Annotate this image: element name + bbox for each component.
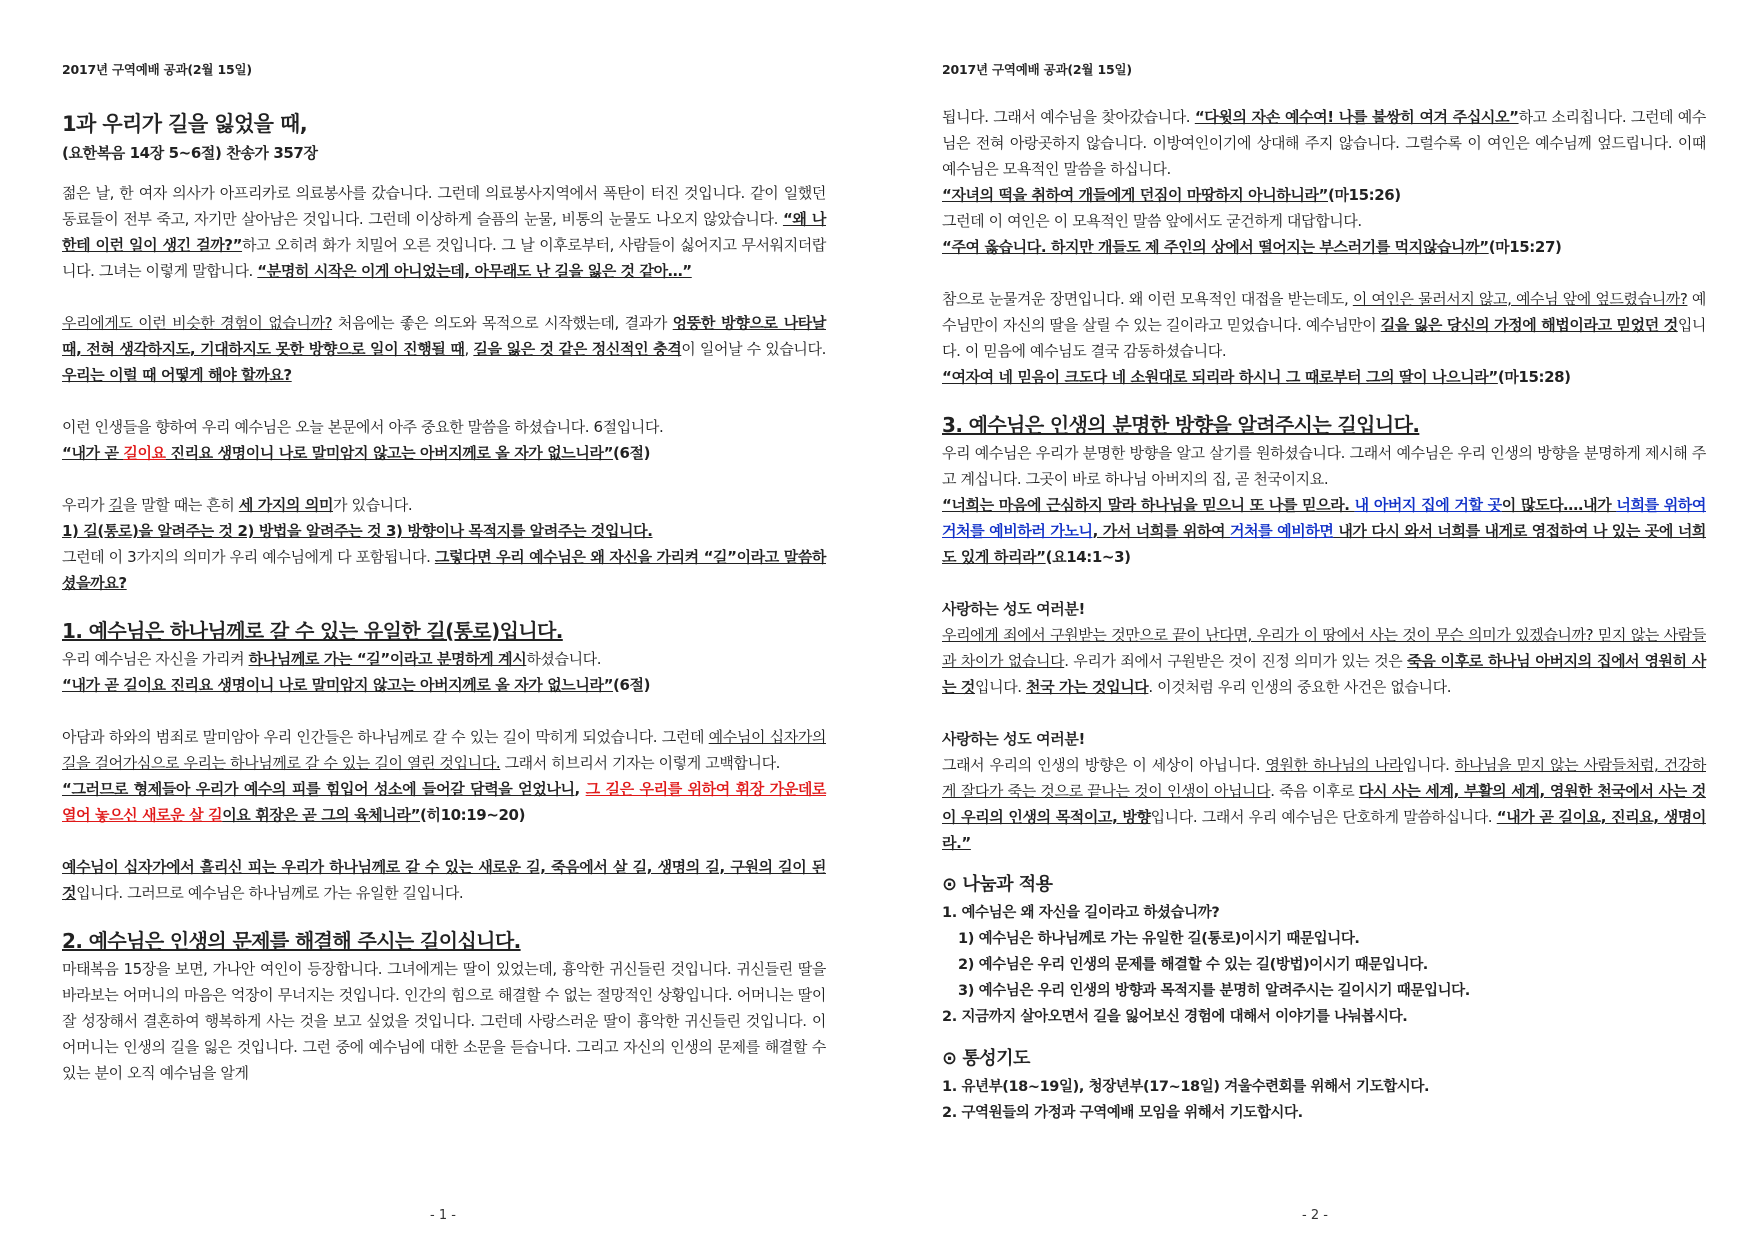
paragraph: 우리 예수님은 우리가 분명한 방향을 알고 살기를 원하셨습니다. 그래서 예수님은 우리 인생의 방향을 분명하게 제시해 주고 계십니다. 그곳이 바로 하나님 아버지의 집, 곧 천국이지요. [942,444,1706,488]
paragraph: 마태복음 15장을 보면, 가나안 여인이 등장합니다. 그녀에게는 딸이 있었는데, 흉악한 귀신들린 것입니다. 귀신들린 딸을 바라보는 어머니의 마음은 억장이 무너지는 것입니다. 인간의 힘으로 해결할 수 없는 절망적인 상황입니다. 어머니는 딸이 잘 성장해서 결혼하여 행복하게 사는 것을 보고 싶었을 것입니다. 그런데 사랑스러운 딸이 흉악한 귀신들린 것입니다. 이 어머니는 인생의 길을 잃은 것입니다. 그런 중에 예수님에 대한 소문을 듣습니다. 그리고 자신의 인생의 문제를 해결할 수 있는 분이 오직 예수님을 알게 [62,960,826,1082]
list-item: 1) 예수님은 하나님께로 가는 유일한 길(통로)이시기 때문입니다. [958,931,1360,947]
paragraph: 젊은 날, 한 여자 의사가 아프리카로 의료봉사를 갔습니다. 그런데 의료봉사지역에서 폭탄이 터진 것입니다. 같이 일했던 동료들이 전부 죽고, 자기만 살아남은 것입니다. 그런데 이상하게 슬픔의 눈물, 비통의 눈물도 나오지 않았습니다. “왜 나한테 이런 일이 생긴 걸까?”하고 오히려 화가 치밀어 오른 것입니다. 그 날 이후로부터, 사람들이 싫어지고 무서워지더랍니다. 그녀는 이렇게 말합니다. “분명히 시작은 이게 아니었는데, 아무래도 난 길을 잃은 것 같아…” [62,184,826,280]
paragraph: 우리 예수님은 자신을 가리켜 하나님께로 가는 “길”이라고 분명하게 계시하셨습니다. [62,650,602,668]
paragraph: 이런 인생들을 향하여 우리 예수님은 오늘 본문에서 아주 중요한 말씀을 하셨습니다. 6절입니다. [62,418,664,436]
scripture-quote: “그러므로 형제들아 우리가 예수의 피를 힘입어 성소에 들어갈 담력을 얻었나니, 그 길은 우리를 위하여 휘장 가운데로 열어 놓으신 새로운 살 길이요 휘장은 곧 그의 육체니라”(히10:19~20) [62,780,827,824]
list-item: 2. 지금까지 살아오면서 길을 잃어보신 경험에 대해서 이야기를 나눠봅시다. [942,1009,1408,1025]
paragraph: 그래서 우리의 인생의 방향은 이 세상이 아닙니다. 영원한 하나님의 나라입니다. 하나님을 믿지 않는 사람들처럼, 건강하게 잘다가 죽는 것으로 끝나는 것이 인생이 아닙니다. 죽음 이후로 다시 사는 세계, 부활의 세계, 영원한 천국에서 사는 것이 우리의 인생의 목적이고, 방향입니다. 그래서 우리 예수님은 단호하게 말씀하십니다. “내가 곧 길이요, 진리요, 생명이라.” [942,756,1706,852]
share-list [942,900,1706,1030]
page-1-body [62,108,826,1086]
paragraph: 그런데 이 여인은 이 모욕적인 말씀 앞에서도 굳건하게 대답합니다. [942,212,1362,230]
scripture-quote: “내가 곧 길이요 진리요 생명이니 나로 말미암지 않고는 아버지께로 올 자가 없느니라”(6절) [62,444,651,462]
scripture-quote: “자녀의 떡을 취하여 개들에게 던짐이 마땅하지 아니하니라”(마15:26) [942,186,1401,204]
page-number: - 1 - [430,1208,456,1223]
paragraph: 아담과 하와의 범죄로 말미암아 우리 인간들은 하나님께로 갈 수 있는 길이 막히게 되었습니다. 그런데 예수님이 십자가의 길을 걸어가심으로 우리는 하나님께로 갈 수 있는 길이 열린 것입니다. 그래서 히브리서 기자는 이렇게 고백합니다. [62,728,827,772]
page-header: 2017년 구역예배 공과(2월 15일) [942,62,1132,77]
list-item: 2) 예수님은 우리 인생의 문제를 해결할 수 있는 길(방법)이시기 때문입니다. [958,957,1428,973]
prayer-list [942,1074,1706,1126]
prayer-heading: ⊙ 통성기도 [942,1048,1030,1069]
paragraph: 1) 길(통로)을 알려주는 것 2) 방법을 알려주는 것 3) 방향이나 목적지를 알려주는 것입니다. [62,522,653,540]
list-item: 1. 유년부(18~19일), 청장년부(17~18일) 겨울수련회를 위해서 기도합시다. [942,1079,1430,1095]
section-heading-1: 1. 예수님은 하나님께로 갈 수 있는 유일한 길(통로)입니다. [62,619,563,643]
share-heading: ⊙ 나눔과 적용 [942,874,1053,895]
paragraph: 우리가 길을 말할 때는 흔히 세 가지의 의미가 있습니다. [62,496,413,514]
lesson-subtitle: (요한복음 14장 5~6절) 찬송가 357장 [62,144,318,162]
list-item: 3) 예수님은 우리 인생의 방향과 목적지를 분명히 알려주시는 길이시기 때문입니다. [958,983,1470,999]
section-subtitle: 사랑하는 성도 여러분! [942,600,1085,618]
section-subtitle: 사랑하는 성도 여러분! [942,730,1085,748]
scripture-quote: “너희는 마음에 근심하지 말라 하나님을 믿으니 또 나를 믿으라. 내 아버지 집에 거할 곳이 많도다….내가 너희를 위하여 거처를 예비하러 가노니, 가서 너희를 위하여 거처를 예비하면 내가 다시 와서 너희를 내게로 영접하여 나 있는 곳에 너희도 있게 하리라”(요14:1~3) [942,496,1707,566]
list-item: 2. 구역원들의 가정과 구역예배 모임을 위해서 기도합시다. [942,1105,1303,1121]
page-2-body [942,104,1706,1126]
paragraph: 그런데 이 3가지의 의미가 우리 예수님에게 다 포함됩니다. 그렇다면 우리 예수님은 왜 자신을 가리켜 “길”이라고 말씀하셨을까요? [62,548,827,592]
paragraph: 우리에게도 이런 비슷한 경험이 없습니까? 처음에는 좋은 의도와 목적으로 시작했는데, 결과가 엉뚱한 방향으로 나타날 때, 전혀 생각하지도, 기대하지도 못한 방향으로 일이 진행될 때, 길을 잃은 것 같은 정신적인 충격이 일어날 수 있습니다. 우리는 이럴 때 어떻게 해야 할까요? [62,314,826,384]
section-heading-3: 3. 예수님은 인생의 분명한 방향을 알려주시는 길입니다. [942,413,1420,437]
page-1 [62,0,826,1240]
list-item: 1. 예수님은 왜 자신을 길이라고 하셨습니까? [942,905,1220,921]
scripture-quote: “내가 곧 길이요 진리요 생명이니 나로 말미암지 않고는 아버지께로 올 자가 없느니라”(6절) [62,676,651,694]
scripture-quote: “여자여 네 믿음이 크도다 네 소원대로 되리라 하시니 그 때로부터 그의 딸이 나으니라”(마15:28) [942,368,1571,386]
paragraph: 됩니다. 그래서 예수님을 찾아갔습니다. “다윗의 자손 예수여! 나를 불쌍히 여겨 주십시오”하고 소리칩니다. 그런데 예수님은 전혀 아랑곳하지 않습니다. 이방여인이기에 상대해 주지 않습니다. 그럴수록 이 여인은 예수님께 엎드립니다. 이때 예수님은 모욕적인 말씀을 하십니다. [942,108,1706,178]
scripture-quote: “주여 옳습니다. 하지만 개들도 제 주인의 상에서 떨어지는 부스러기를 먹지않습니까”(마15:27) [942,238,1562,256]
section-heading-2: 2. 예수님은 인생의 문제를 해결해 주시는 길이십니다. [62,929,521,953]
paragraph: 참으로 눈물겨운 장면입니다. 왜 이런 모욕적인 대접을 받는데도, 이 여인은 물러서지 않고, 예수님 앞에 엎드렸습니까? 예수님만이 자신의 딸을 살릴 수 있는 길이라고 믿었습니다. 예수님만이 길을 잃은 당신의 가정에 해법이라고 믿었던 것입니다. 이 믿음에 예수님도 결국 감동하셨습니다. [942,290,1706,360]
paragraph: 예수님이 십자가에서 흘리신 피는 우리가 하나님께로 갈 수 있는 새로운 길, 죽음에서 살 길, 생명의 길, 구원의 길이 된 것입니다. 그러므로 예수님은 하나님께로 가는 유일한 길입니다. [62,858,826,902]
page-number: - 2 - [1302,1208,1328,1223]
page-2 [942,0,1706,1240]
page-header: 2017년 구역예배 공과(2월 15일) [62,62,252,77]
paragraph: 우리에게 죄에서 구원받는 것만으로 끝이 난다면, 우리가 이 땅에서 사는 것이 무슨 의미가 있겠습니까? 믿지 않는 사람들과 차이가 없습니다. 우리가 죄에서 구원받은 것이 진정 의미가 있는 것은 죽음 이후로 하나님 아버지의 집에서 영원히 사는 것입니다. 천국 가는 것입니다. 이것처럼 우리 인생의 중요한 사건은 없습니다. [942,626,1706,696]
lesson-title: 1과 우리가 길을 잃었을 때, [62,112,308,136]
